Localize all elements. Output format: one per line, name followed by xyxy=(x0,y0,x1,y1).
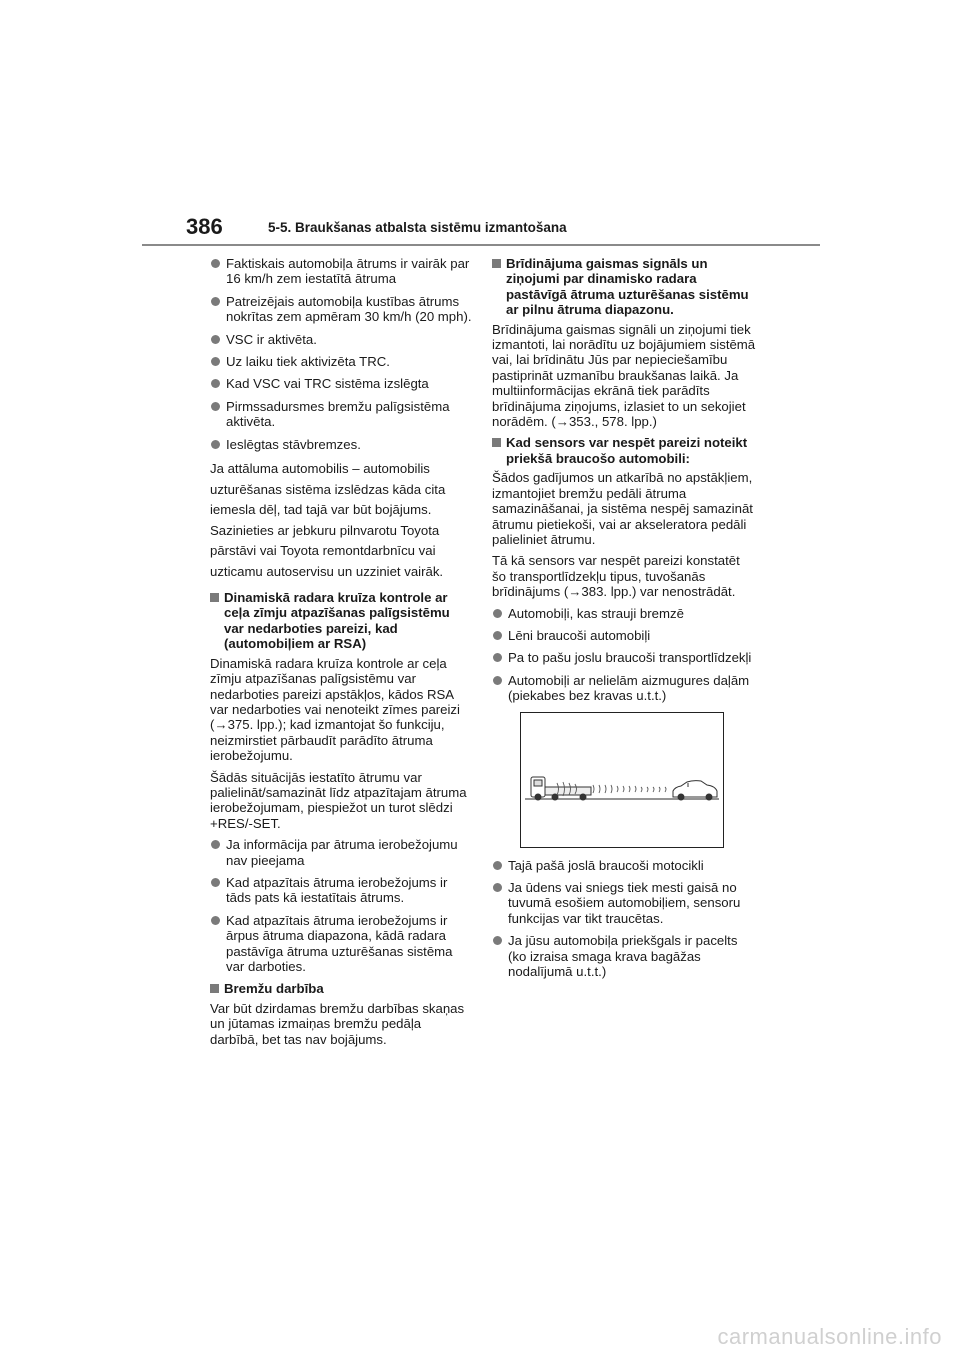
list-item xyxy=(210,256,472,287)
subheading-text: Bremžu darbība xyxy=(224,981,324,997)
left-column xyxy=(210,256,472,1053)
list-item xyxy=(492,650,756,665)
circle-bullet-icon xyxy=(493,676,502,685)
list-item-text: Automobiļi ar nelielām aizmugures daļām (piekabes bez kravas u.t.t.) xyxy=(508,672,750,704)
paragraph: Dinamiskā radara kruīza kontrole ar ceļa zīmju atpazīšanas palīgsistēmu var nedarboties pareizi apstākļos, kādos RSA var nedarboties vai nenoteikt zīmes pareizi (→375. lpp.); kad izmantojat šo funkciju, neizmirstiet pārbaudīt parādīto ātruma ierobežojumu. xyxy=(210,655,460,764)
circle-bullet-icon xyxy=(211,840,220,849)
list-item xyxy=(492,933,756,979)
list-item xyxy=(210,399,472,430)
page-header xyxy=(142,212,820,246)
circle-bullet-icon xyxy=(493,861,502,870)
circle-bullet-icon xyxy=(211,259,220,268)
paragraph: Brīdinājuma gaismas signāli un ziņojumi tiek izmantoti, lai norādītu uz bojājumiem sistēmā vai, lai brīdinātu Jūs par nepieciešamību pastiprināt uzmanību braukšanas laikā. Ja multiinformācijas ekrānā tiek parādīts brīdinājuma ziņojums, izlasiet to un sekojiet norādēm. (→353., 578. lpp.) xyxy=(492,321,756,430)
list-item-text: Tajā pašā joslā braucoši motocikli xyxy=(508,857,704,873)
subheading-text: Dinamiskā radara kruīza kontrole ar ceļa zīmju atpazīšanas palīgsistēmu var nedarboties pareizi, kad (automobiļiem ar RSA) xyxy=(224,590,450,652)
list-item xyxy=(210,354,472,369)
list-item-text: Kad atpazītais ātruma ierobežojums ir tāds pats kā iestatītais ātrums. xyxy=(226,874,448,906)
square-heading-icon xyxy=(210,984,219,993)
subheading xyxy=(492,256,756,318)
circle-bullet-icon xyxy=(493,631,502,640)
paragraph: Ja attāluma automobilis – automobilis uzturēšanas sistēma izslēdzas kāda cita iemesla dēļ, tad tajā var būt bojājums. Sazinieties ar jebkuru pilnvarotu Toyota pārstāvi vai Toyota remontdarbnīcu vai uzticamu autoservisu un uzziniet vairāk. xyxy=(210,461,446,579)
watermark: carmanualsonline.info xyxy=(717,1324,942,1349)
circle-bullet-icon xyxy=(211,335,220,344)
list-item-text: Kad VSC vai TRC sistēma izslēgta xyxy=(226,376,429,392)
square-heading-icon xyxy=(210,593,219,602)
list-item xyxy=(210,376,472,391)
list-item-text: VSC ir aktivēta. xyxy=(226,331,317,347)
trailer-illustration xyxy=(520,712,724,848)
list-item-text: Ja ūdens vai sniegs tiek mesti gaisā no tuvumā esošiem automobiļiem, sensoru funkcijas var tikt traucētas. xyxy=(508,879,741,926)
paragraph: Šādos gadījumos un atkarībā no apstākļiem, izmantojiet bremžu pedāli ātruma samazināšanai, ja sistēma nespēj samazināt ātrumu pietiekoši, vai ar akseleratora pedāli palieliniet ātrumu. xyxy=(492,470,753,547)
subheading-text: Kad sensors var nespēt pareizi noteikt priekšā braucošo automobili: xyxy=(506,435,748,466)
list-item xyxy=(492,880,756,926)
page-number: 386 xyxy=(186,214,223,239)
right-column xyxy=(492,256,756,986)
list-item xyxy=(210,437,472,452)
section-title: 5-5. Braukšanas atbalsta sistēmu izmantošana xyxy=(268,220,567,235)
subheading xyxy=(492,435,756,466)
square-heading-icon xyxy=(492,259,501,268)
list-item-text: Uz laiku tiek aktivizēta TRC. xyxy=(226,354,390,370)
list-item xyxy=(210,913,472,975)
circle-bullet-icon xyxy=(211,297,220,306)
list-item-text: Automobiļi, kas strauji bremzē xyxy=(508,605,684,621)
subheading xyxy=(210,981,472,996)
list-item-text: Ieslēgtas stāvbremzes. xyxy=(226,436,361,452)
square-heading-icon xyxy=(492,438,501,447)
list-item xyxy=(210,875,472,906)
circle-bullet-icon xyxy=(211,440,220,449)
truck-icon xyxy=(531,777,591,800)
list-item xyxy=(210,837,472,868)
list-item-text: Pa to pašu joslu braucoši transportlīdzekļi xyxy=(508,650,752,666)
subheading-text: Brīdinājuma gaismas signāls un ziņojumi par dinamisko radara pastāvīgā ātruma uzturēšanas sistēmu ar pilnu ātruma diapazonu. xyxy=(506,256,749,318)
list-item xyxy=(492,606,756,621)
list-item-text: Lēni braucoši automobiļi xyxy=(508,627,651,643)
header-divider xyxy=(142,244,820,246)
list-item-text: Kad atpazītais ātruma ierobežojums ir ārpus ātruma diapazona, kādā radara pastāvīga ātruma uzturēšanas sistēma var darboties. xyxy=(226,912,453,974)
circle-bullet-icon xyxy=(493,936,502,945)
subheading xyxy=(210,590,472,652)
paragraph: Var būt dzirdamas bremžu darbības skaņas un jūtamas izmaiņas bremžu pedāļa darbībā, bet tas nav bojājums. xyxy=(210,1000,465,1047)
circle-bullet-icon xyxy=(211,878,220,887)
circle-bullet-icon xyxy=(211,916,220,925)
radar-trailer-diagram xyxy=(521,713,723,847)
list-item-text: Pirmssadursmes bremžu palīgsistēma aktivēta. xyxy=(226,398,450,430)
list-item xyxy=(210,294,472,325)
circle-bullet-icon xyxy=(493,653,502,662)
paragraph: Šādās situācijās iestatīto ātrumu var palielināt/samazināt līdz atpazītajam ātruma ierobežojumam, piespiežot un turot slēdzi +RES/-SET. xyxy=(210,769,467,831)
list-item xyxy=(492,673,756,704)
list-item-text: Faktiskais automobiļa ātrums ir vairāk par 16 km/h zem iestatītā ātruma xyxy=(226,256,470,287)
list-item xyxy=(492,628,756,643)
list-item-text: Patreizējais automobiļa kustības ātrums nokrītas zem apmēram 30 km/h (20 mph). xyxy=(226,293,472,325)
circle-bullet-icon xyxy=(493,609,502,618)
paragraph: Tā kā sensors var nespēt pareizi konstatēt šo transportlīdzekļu tipus, tuvošanās brīdinājums (→383. lpp.) var nenostrādāt. xyxy=(492,553,740,600)
circle-bullet-icon xyxy=(211,357,220,366)
list-item-text: Ja jūsu automobiļa priekšgals ir pacelts (ko izraisa smaga krava bagāžas nodalījumā u.t.t.) xyxy=(508,933,738,979)
list-item xyxy=(210,332,472,347)
list-item-text: Ja informācija par ātruma ierobežojumu nav pieejama xyxy=(226,837,458,868)
car-icon xyxy=(673,780,717,799)
circle-bullet-icon xyxy=(211,402,220,411)
circle-bullet-icon xyxy=(211,379,220,388)
list-item xyxy=(492,858,756,873)
circle-bullet-icon xyxy=(493,883,502,892)
